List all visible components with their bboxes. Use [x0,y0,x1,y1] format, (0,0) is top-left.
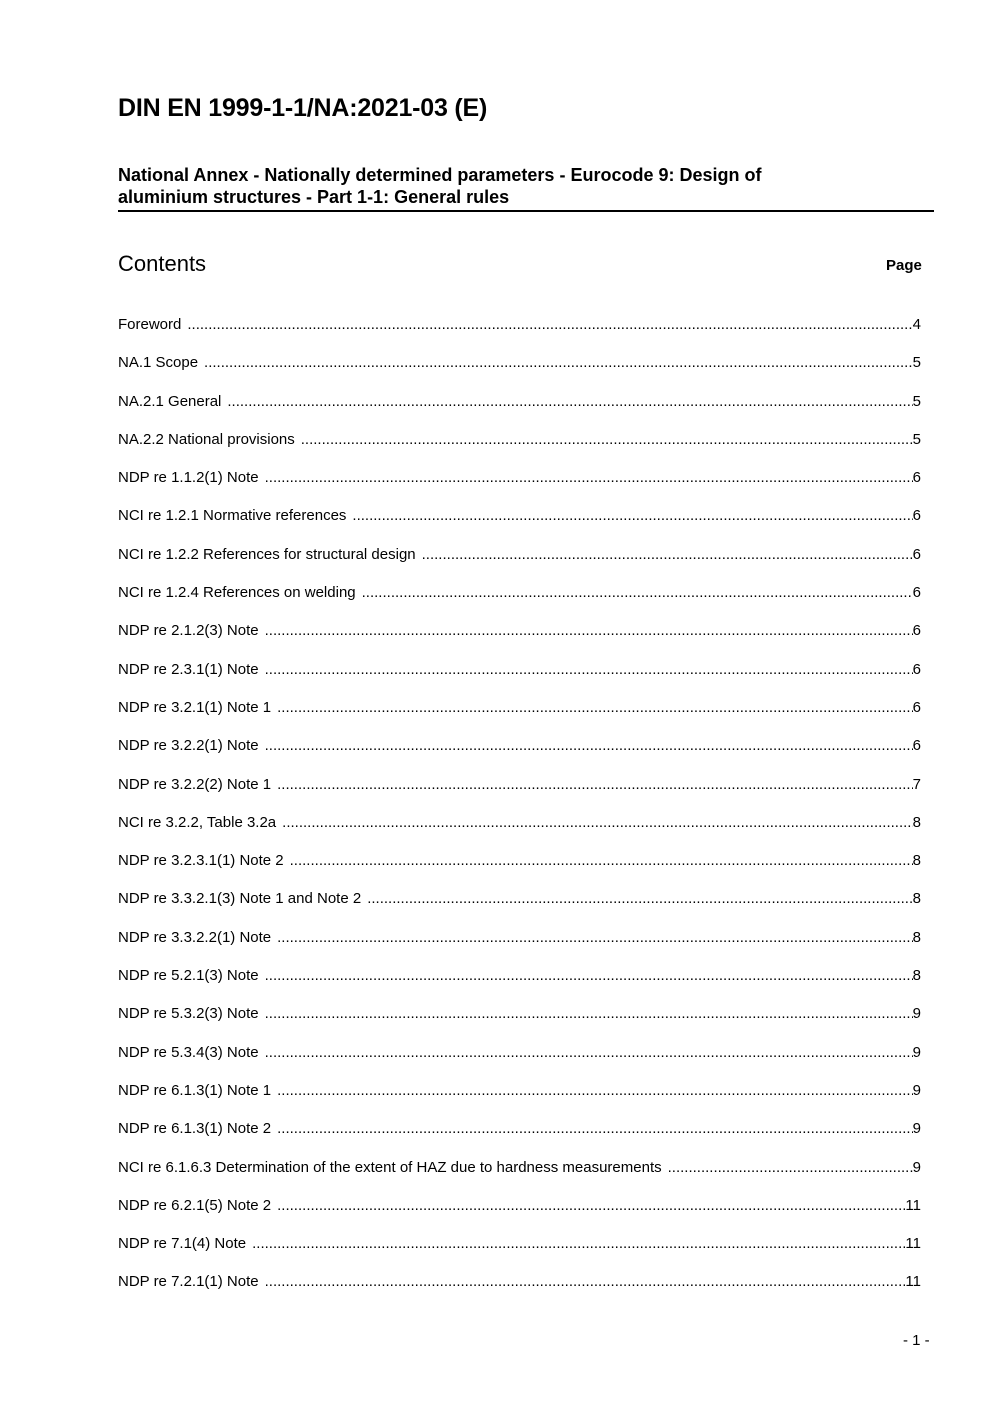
toc-entry-title: NA.1 Scope [118,354,199,372]
toc-entry[interactable] [118,392,921,430]
toc-dot-leader [301,430,913,450]
toc-dot-leader [277,775,913,795]
toc-dot-leader [277,1196,905,1216]
toc-entry[interactable] [118,506,921,544]
toc-entry[interactable] [118,430,921,468]
toc-entry-title: NCI re 3.2.2, Table 3.2a [118,813,277,831]
toc-entry-title: NA.2.2 National provisions [118,430,295,448]
toc-entry[interactable] [118,583,921,621]
toc-dot-leader [265,1004,913,1024]
toc-entry[interactable] [118,889,921,927]
toc-entry-title: NCI re 6.1.6.3 Determination of the extent of HAZ due to hardness measurements [118,1158,662,1176]
toc-dot-leader [668,1158,913,1178]
toc-entry-title: NDP re 3.2.2(2) Note 1 [118,775,272,793]
toc-dot-leader [227,392,912,412]
toc-dot-leader [362,583,913,603]
toc-entry-page: 8 [912,928,921,946]
document-subtitle [118,164,878,208]
toc-entry-page: 11 [905,1235,921,1253]
toc-dot-leader [265,966,913,986]
toc-dot-leader [282,813,913,833]
toc-dot-leader [204,353,913,373]
toc-dot-leader [265,1272,906,1292]
toc-entry[interactable] [118,851,921,889]
toc-entry-title: NDP re 3.2.1(1) Note 1 [118,698,272,716]
toc-entry-title: NCI re 1.2.4 References on welding [118,584,356,602]
toc-dot-leader [265,1043,913,1063]
toc-entry-page: 6 [912,622,921,640]
toc-dot-leader [265,660,913,680]
toc-dot-leader [277,928,913,948]
toc-dot-leader [352,506,912,526]
header-divider [118,210,934,212]
toc-dot-leader [265,621,913,641]
toc-entry-title: NDP re 6.2.1(5) Note 2 [118,1196,272,1214]
toc-entry-title: NDP re 2.3.1(1) Note [118,660,259,678]
toc-dot-leader [277,1081,913,1101]
toc-entry[interactable] [118,698,921,736]
toc-entry-page: 6 [912,469,921,487]
toc-entry-page: 6 [912,545,921,563]
toc-dot-leader [277,698,913,718]
toc-entry[interactable] [118,1196,921,1234]
toc-entry-title: NDP re 1.1.2(1) Note [118,469,259,487]
toc-entry[interactable] [118,1081,921,1119]
toc-entry-title: NDP re 3.3.2.1(3) Note 1 and Note 2 [118,890,362,908]
toc-entry-title: NA.2.1 General [118,392,222,410]
toc-entry-title: NCI re 1.2.1 Normative references [118,507,347,525]
toc-entry[interactable] [118,1158,921,1196]
toc-entry-page: 5 [912,392,921,410]
toc-entry[interactable] [118,353,921,391]
toc-entry-page: 9 [912,1005,921,1023]
toc-entry-page: 8 [912,967,921,985]
subtitle-line-2: aluminium structures - Part 1-1: General rules [118,187,510,207]
toc-entry[interactable] [118,315,921,353]
toc-entry[interactable] [118,966,921,1004]
contents-heading: Contents [118,251,207,276]
toc-dot-leader [252,1234,905,1254]
toc-entry-page: 5 [912,430,921,448]
toc-entry-page: 11 [905,1196,921,1214]
toc-entry-title: NDP re 3.2.2(1) Note [118,737,259,755]
toc-entry[interactable] [118,1004,921,1042]
toc-entry-page: 5 [912,354,921,372]
toc-entry[interactable] [118,1119,921,1157]
toc-entry-title: NDP re 3.3.2.2(1) Note [118,928,272,946]
toc-entry[interactable] [118,1043,921,1081]
page-column-label: Page [886,257,922,274]
toc-entry-title: NDP re 2.1.2(3) Note [118,622,259,640]
toc-entry-title: Foreword [118,316,182,333]
toc-entry-title: NDP re 5.2.1(3) Note [118,967,259,985]
toc-entry[interactable] [118,545,921,583]
toc-entry-page: 8 [912,852,921,870]
toc-entry-page: 8 [912,890,921,908]
subtitle-line-1: National Annex - Nationally determined parameters - Eurocode 9: Design of [118,165,762,185]
toc-entry-title: NDP re 7.2.1(1) Note [118,1273,259,1291]
toc-dot-leader [187,315,912,335]
toc-entry-title: NDP re 6.1.3(1) Note 1 [118,1081,272,1099]
toc-entry-page: 8 [912,813,921,831]
toc-entry-page: 7 [912,775,921,793]
toc-entry-page: 9 [912,1043,921,1061]
toc-entry[interactable] [118,621,921,659]
toc-entry[interactable] [118,736,921,774]
toc-entry-page: 4 [912,316,921,333]
toc-entry-page: 9 [912,1158,921,1176]
toc-entry-page: 6 [912,698,921,716]
toc-dot-leader [422,545,913,565]
document-id: DIN EN 1999-1-1/NA:2021-03 (E) [118,94,488,122]
toc-entry[interactable] [118,1272,921,1310]
toc-entry-page: 6 [912,737,921,755]
toc-dot-leader [290,851,913,871]
toc-entry-page: 9 [912,1120,921,1138]
toc-entry-page: 6 [912,660,921,678]
toc-entry[interactable] [118,1234,921,1272]
toc-entry-title: NDP re 5.3.2(3) Note [118,1005,259,1023]
toc-entry[interactable] [118,813,921,851]
toc-entry-title: NDP re 3.2.3.1(1) Note 2 [118,852,284,870]
toc-entry-page: 9 [912,1081,921,1099]
toc-entry-title: NDP re 5.3.4(3) Note [118,1043,259,1061]
toc-entry[interactable] [118,928,921,966]
table-of-contents [118,315,921,1311]
toc-dot-leader [367,889,912,909]
toc-entry[interactable] [118,468,921,506]
page-number: - 1 - [903,1332,930,1349]
toc-dot-leader [265,468,913,488]
toc-entry-title: NCI re 1.2.2 References for structural design [118,545,416,563]
toc-entry-title: NDP re 7.1(4) Note [118,1235,247,1253]
toc-dot-leader [265,736,913,756]
toc-entry[interactable] [118,660,921,698]
toc-dot-leader [277,1119,913,1139]
toc-entry-page: 6 [912,584,921,602]
toc-entry-page: 6 [912,507,921,525]
toc-entry-page: 11 [905,1273,921,1291]
toc-entry[interactable] [118,775,921,813]
toc-entry-title: NDP re 6.1.3(1) Note 2 [118,1120,272,1138]
